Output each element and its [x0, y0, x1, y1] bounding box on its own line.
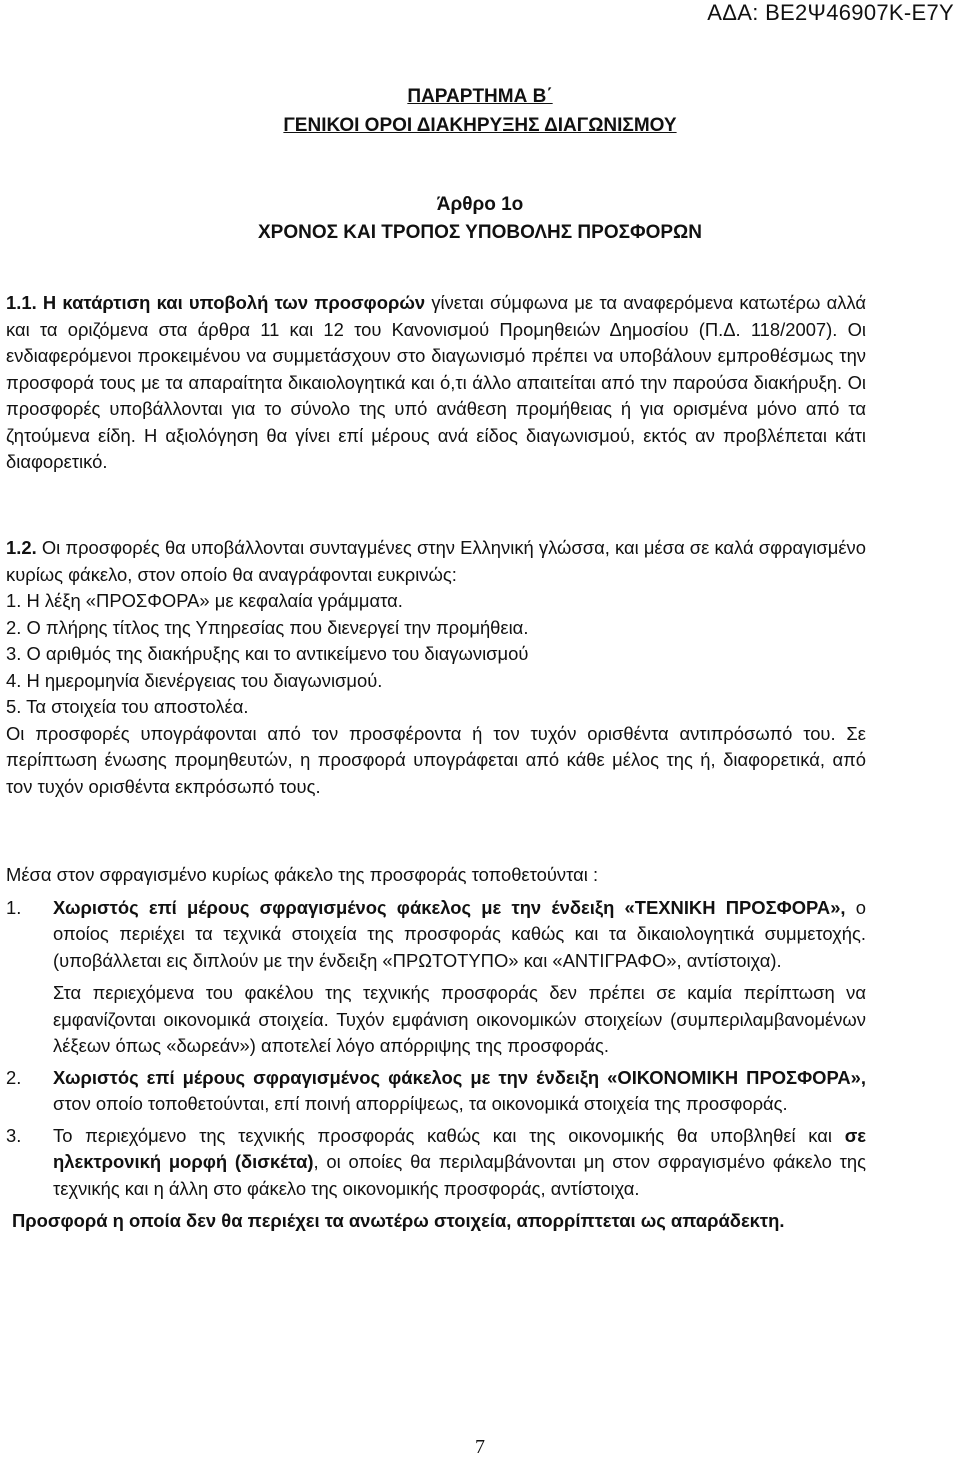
financial-offer-text: στον οποίο τοποθετούνται, επί ποινή απορρίψεως, τα οικονομικά στοιχεία της προσφοράς.: [53, 1093, 788, 1114]
annex-title: ΠΑΡΑΡΤΗΜΑ Β΄: [407, 86, 553, 107]
financial-offer-heading: Χωριστός επί μέρους σφραγισμένος φάκελος με την ένδειξη «ΟΙΚΟΝΟΜΙΚΗ ΠΡΟΣΦΟΡΑ»,: [53, 1066, 866, 1088]
paragraph-1-2-text: Οι προσφορές θα υποβάλλονται συνταγμένες στην Ελληνική γλώσσα, και μέσα σε καλά σφραγισμένο κυρίως φάκελο, στον οποίο θα αναγράφονται ευκρινώς:: [6, 537, 866, 585]
label-item-2: 2. Ο πλήρης τίτλος της Υπηρεσίας που διενεργεί την προμήθεια.: [6, 616, 529, 638]
envelope-section: [6, 862, 866, 1235]
paragraph-1-1: [6, 290, 866, 476]
electronic-form-bold: σε ηλεκτρονική μορφή (δισκέτα): [53, 1124, 866, 1172]
technical-offer-heading: Χωριστός επί μέρους σφραγισμένος φάκελος με την ένδειξη «ΤΕΧΝΙΚΗ ΠΡΟΣΦΟΡΑ»,: [53, 896, 846, 918]
envelope-item-3-number: 3.: [6, 1124, 22, 1146]
envelope-item-1-number: 1.: [6, 896, 22, 918]
ada-code: ΑΔΑ: ΒΕ2Ψ46907Κ-Ε7Υ: [707, 0, 954, 25]
envelope-item-2: [6, 1065, 866, 1118]
rejection-notice: Προσφορά η οποία δεν θα περιέχει τα ανωτέρω στοιχεία, απορρίπτεται ως απαράδεκτη.: [12, 1210, 785, 1231]
label-item-4: 4. Η ημερομηνία διενέργειας του διαγωνισμού.: [6, 669, 383, 691]
article-number: Άρθρο 1ο: [436, 194, 524, 215]
envelope-item-1: [6, 895, 866, 975]
paragraph-1-1-heading: 1.1. Η κατάρτιση και υποβολή των προσφορών: [6, 292, 426, 313]
paragraph-1-2: [6, 535, 866, 800]
signature-paragraph: Οι προσφορές υπογράφονται από τον προσφέροντα ή τον τυχόν ορισθέντα αντιπρόσωπό του. Σε περίπτωση ένωσης προμηθευτών, η προσφορά υπογράφεται από κάθε μέλος της ή, διαφορετικά, από τον τυχόν ορισθέντα εκπρόσωπό τους.: [6, 722, 866, 797]
general-terms-title: ΓΕΝΙΚΟΙ ΟΡΟΙ ΔΙΑΚΗΡΥΞΗΣ ΔΙΑΓΩΝΙΣΜΟΥ: [283, 115, 677, 136]
envelope-item-3: [6, 1123, 866, 1203]
label-item-5: 5. Τα στοιχεία του αποστολέα.: [6, 696, 249, 717]
paragraph-1-2-number: 1.2.: [6, 537, 37, 558]
page-number: 7: [475, 1436, 485, 1458]
technical-offer-note: Στα περιεχόμενα του φακέλου της τεχνικής προσφοράς δεν πρέπει σε καμία περίπτωση να εμφανίζονται οικονομικά στοιχεία. Τυχόν εμφάνιση οικονομικών στοιχείων (συμπεριλαμβανομένων λέξεων όπως «δωρεάν») αποτελεί λόγο απόρριψης της προσφοράς.: [53, 982, 866, 1056]
technical-offer-text: ο οποίος περιέχει τα τεχνικά στοιχεία της προσφοράς καθώς και τα δικαιολογητικά συμμετοχής. (υποβάλλεται εις διπλούν με την ένδειξη «ΠΡΩΤΟΤΥΠΟ» και «ΑΝΤΙΓΡΑΦΟ», αντίστοιχα).: [53, 896, 867, 971]
article-title: ΧΡΟΝΟΣ ΚΑΙ ΤΡΟΠΟΣ ΥΠΟΒΟΛΗΣ ΠΡΟΣΦΟΡΩΝ: [257, 222, 702, 243]
label-item-3: 3. Ο αριθμός της διακήρυξης και το αντικείμενο του διαγωνισμού: [6, 643, 529, 664]
electronic-form-text-a: Το περιεχόμενο της τεχνικής προσφοράς καθώς και της οικονομικής θα υποβληθεί και: [53, 1124, 845, 1146]
electronic-form-text-b: , οι οποίες θα περιλαμβάνονται μη στον σφραγισμένο φάκελο της τεχνικής και η άλλη στο φάκελο της οικονομικής προσφοράς, αντίστοιχα.: [53, 1151, 866, 1199]
paragraph-1-1-text: γίνεται σύμφωνα με τα αναφερόμενα κατωτέρω αλλά και τα οριζόμενα στα άρθρα 11 και 12 του Κανονισμού Προμηθειών Δημοσίου (Π.Δ. 118/2007). Οι ενδιαφερόμενοι προκειμένου να συμμετάσχουν στο διαγωνισμό πρέπει να υποβάλουν εμπροθέσμως την προσφορά τους με τα απαραίτητα δικαιολογητικά και ό,τι άλλο απαιτείται από την παρούσα διακήρυξη. Οι προσφορές υποβάλλονται για το σύνολο της υπό ανάθεση προμήθειας ή για ορισμένα μόνο από τα ζητούμενα είδη. Η αξιολόγηση θα γίνει επί μέρους ανά είδος διαγωνισμού, εκτός αν προβλέπεται κάτι διαφορετικό.: [6, 292, 866, 472]
envelope-intro: Μέσα στον σφραγισμένο κυρίως φάκελο της προσφοράς τοποθετούνται :: [6, 864, 599, 885]
label-item-1: 1. Η λέξη «ΠΡΟΣΦΟΡΑ» με κεφαλαία γράμματα.: [6, 590, 403, 611]
envelope-item-2-number: 2.: [6, 1066, 22, 1088]
